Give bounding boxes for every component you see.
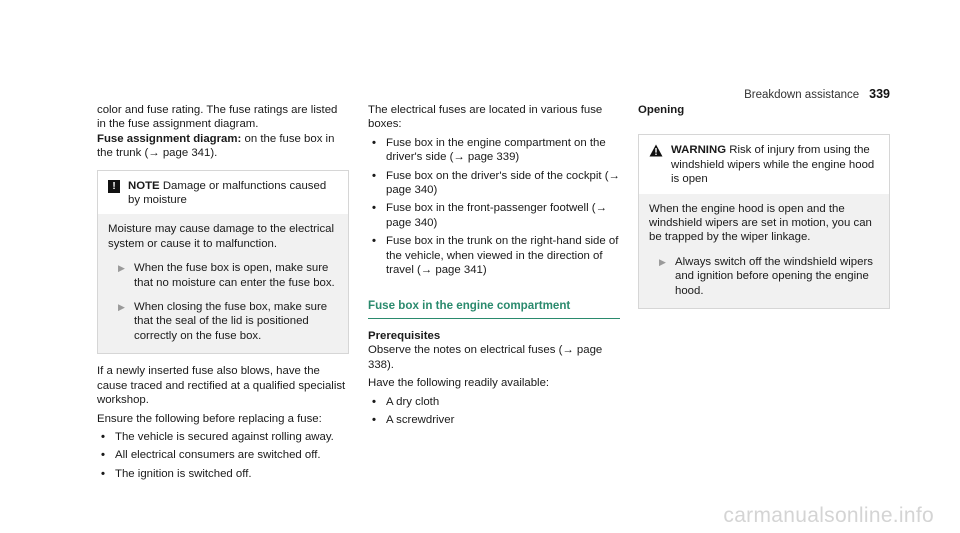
warning-body (639, 194, 889, 308)
warning-header (639, 135, 889, 193)
paragraph-fuse-diagram (97, 132, 349, 161)
paragraph-blown-fuse: If a newly inserted fuse also blows, have the cause traced and rectified at a qualified specialist workshop. (97, 365, 346, 407)
warning-triangle-icon (649, 144, 663, 157)
note-step-text: When the fuse box is open, make sure that no moisture can enter the fuse box. (134, 262, 335, 289)
note-step (108, 261, 338, 290)
bullet-icon: • (372, 202, 376, 215)
warning-box (638, 134, 890, 309)
section-title: Breakdown assistance (744, 89, 860, 101)
bullet-icon: • (101, 449, 105, 462)
list-item-text: Fuse box in the front-passenger footwell (→ page 340) (386, 202, 607, 229)
list-item-text: A screwdriver (386, 413, 455, 426)
note-box (97, 170, 349, 355)
paragraph-fuse-locations: The electrical fuses are located in various fuse boxes: (368, 104, 603, 131)
bullet-icon: • (372, 395, 376, 408)
play-arrow-icon: ▶ (118, 263, 125, 274)
note-body (98, 214, 348, 353)
list-item-text: The ignition is switched off. (115, 467, 252, 480)
warning-step-text: Always switch off the windshield wipers and ignition before opening the engine hood. (675, 255, 873, 297)
note-subtitle: Damage or malfunctions caused by moisture (128, 179, 327, 207)
list-item-text: Fuse box in the engine compartment on the driver's side (→ page 339) (386, 136, 606, 164)
watermark: carmanualsonline.info (723, 503, 934, 527)
note-header (98, 171, 348, 215)
note-title: NOTE (128, 179, 160, 192)
list-item-text: A dry cloth (386, 395, 440, 408)
note-step (108, 300, 338, 343)
paragraph-ensure: Ensure the following before replacing a fuse: (97, 412, 322, 425)
list-item-text: Fuse box in the trunk on the right-hand side of the vehicle, when viewed in the direction of travel (→ page 341) (386, 235, 619, 277)
fuse-diagram-label: Fuse assignment diagram: (97, 132, 242, 145)
bullet-icon: • (372, 413, 376, 426)
list-item-text: Fuse box on the driver's side of the cockpit (→ page 340) (386, 169, 620, 197)
warning-title-text (671, 143, 879, 186)
page-number: 339 (869, 87, 890, 101)
bullet-icon: • (372, 136, 376, 149)
list-item (97, 430, 349, 444)
warning-subtitle: Risk of injury from using the windshield wipers while the engine hood is open (671, 144, 875, 186)
note-title-text (128, 179, 338, 208)
bullet-icon: • (372, 235, 376, 248)
paragraph-have-following: Have the following readily available: (368, 377, 550, 390)
paragraph-fuse-rating: color and fuse rating. The fuse ratings are listed in the fuse assignment diagram. (97, 104, 338, 131)
prerequisites-title: Prerequisites (368, 329, 441, 342)
list-item (368, 169, 620, 198)
warning-step (649, 255, 879, 298)
list-item (97, 467, 349, 481)
fuse-diagram-text: on the fuse box in the trunk (→ page 341). (97, 132, 335, 160)
list-item (97, 448, 349, 462)
bullet-icon: • (101, 467, 105, 480)
list-item (368, 395, 620, 409)
exclamation-icon: ! (108, 180, 120, 193)
list-item-text: All electrical consumers are switched off. (115, 449, 321, 462)
column-2 (368, 103, 620, 427)
column-3 (638, 103, 890, 309)
play-arrow-icon: ▶ (659, 256, 666, 267)
prerequisites-text: Observe the notes on electrical fuses (→ page 338). (368, 344, 603, 371)
section-heading: Fuse box in the engine compartment (368, 299, 620, 318)
bullet-icon: • (101, 430, 105, 443)
list-item (368, 413, 620, 427)
note-body-text: Moisture may cause damage to the electrical system or cause it to malfunction. (108, 223, 335, 250)
list-item-text: The vehicle is secured against rolling away. (115, 430, 334, 443)
note-step-text: When closing the fuse box, make sure that the seal of the lid is positioned correctly on the fuse box. (134, 301, 328, 342)
bullet-icon: • (372, 169, 376, 182)
warning-title: WARNING (671, 144, 727, 157)
column-1 (97, 103, 349, 481)
list-item (368, 201, 620, 230)
opening-heading: Opening (638, 104, 685, 116)
warning-body-text: When the engine hood is open and the windshield wipers are set in motion, you can be trapped by the wiper linkage. (649, 202, 872, 244)
list-item (368, 136, 620, 165)
play-arrow-icon: ▶ (118, 302, 125, 313)
list-item (368, 234, 620, 277)
page-header (744, 87, 890, 102)
